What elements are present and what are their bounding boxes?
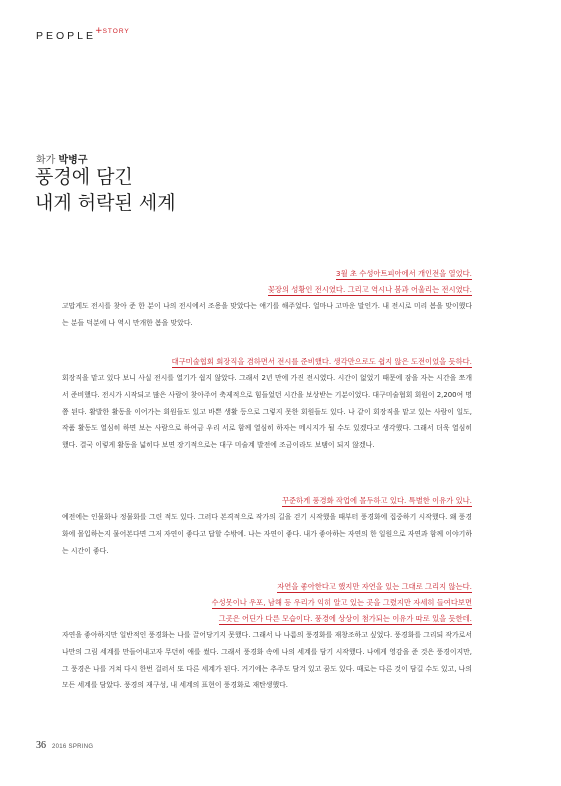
question-line: 3월 초 수성아트피아에서 개인전을 열었다. xyxy=(335,269,472,278)
question-line: 자연을 좋아한다고 했지만 자연을 있는 그대로 그리지 않는다. xyxy=(277,582,472,591)
answer-paragraph: 자연을 좋아하지만 일반적인 풍경화는 나를 끌어당기지 못했다. 그래서 나 나름의 풍경화를 재창조하고 싶었다. 풍경화를 그리되 작가로서 나만의 그림 세계를 만들어내고자 무던히 애를 썼다. 그래서 풍경화 속에 나의 세계를 담기 시작했다. 나에게 영감을 준 것은 풍경이지만, 그 풍경은 나를 거쳐 다시 한번 걸러서 또 다른 세계가 된다. 거기에는 추주도 담겨 있고 꿈도 있다. 때로는 다른 것이 담길 수도 있고, 나의 모든 세계를 담았다. 풍경의 재구성, 내 세계의 표현이 풍경화로 재탄생했다. xyxy=(62,631,472,690)
title-line-1: 풍경에 담긴 xyxy=(35,166,133,188)
section-header xyxy=(36,26,130,42)
qa-section-4 xyxy=(62,579,472,694)
question-line: 꾸준하게 풍경화 작업에 몰두하고 있다. 특별한 이유가 있나. xyxy=(281,496,472,505)
answer-paragraph: 예전에는 인물화나 정물화를 그린 적도 있다. 그러다 본격적으로 작가의 길을 걷기 시작했을 때부터 풍경화에 집중하기 시작했다. 왜 풍경화에 몰입하는지 물어본다면 그저 자연이 좋다고 답할 수밖에. 나는 자연이 좋다. 내가 좋아하는 자연의 한 일원으로 자연과 함께 이야기하는 시간이 좋다. xyxy=(62,513,472,555)
plus-mark: + xyxy=(95,26,103,36)
article-title xyxy=(35,164,176,216)
question-line: 대구미술협회 회장직을 겸하면서 전시를 준비했다. 생각만으로도 쉽지 않은 도전이었을 듯하다. xyxy=(171,357,472,366)
qa-section-3 xyxy=(62,493,472,559)
page-footer xyxy=(36,740,93,751)
byline-name: 박병구 xyxy=(58,155,88,166)
question-line: 꽃장의 성황인 전시였다. 그리고 역시나 봄과 어울리는 전시였다. xyxy=(267,285,472,294)
issue-label: 2016 SPRING xyxy=(52,744,94,750)
qa-section-2 xyxy=(62,354,472,454)
title-line-2: 내게 허락된 세계 xyxy=(35,192,176,214)
section-label: PEOPLE xyxy=(36,30,97,42)
question-line: 수성못이나 우포, 남해 등 우리가 익히 알고 있는 곳을 그렸지만 자세히 들여다보면 xyxy=(211,598,472,607)
answer-paragraph: 고맙게도 전시를 찾아 준 한 분이 나의 전시에서 조용을 맞았다는 얘기를 해주었다. 얼마나 고마운 말인가. 내 전시로 미리 봄을 맞이했다는 분들 덕분에 나 역시 만개한 봄을 맞았다. xyxy=(62,302,472,327)
subsection-label: STORY xyxy=(102,28,130,35)
answer-paragraph: 회장직을 맡고 있다 보니 사실 전시를 열기가 쉽지 않았다. 그래서 2년 만에 가진 전시였다. 시간이 없었기 때문에 잠을 자는 시간을 쪼개서 준비했다. 전시가 시작되고 많은 사람이 찾아주어 축제적으로 힘들었던 시간을 보상받는 기분이었다. 대구미술협회 회원이 2,200여 명쯤 된다. 활발한 활동을 이어가는 회원들도 있고 바쁜 생활 등으로 그렇지 못한 회원들도 있다. 나 같이 회장직을 맡고 있는 사람이 일도, 작품 활동도 열심히 하면 보는 사람으로 하여금 우리 서로 함께 열심히 하자는 메시지가 될 수도 있겠다고 생각했다. 그래서 더욱 열심히 했다. 결국 이렇게 활동을 넓히다 보면 장기적으로는 대구 미술계 발전에 조금이라도 보탬이 되지 않겠나. xyxy=(62,374,472,450)
page-number: 36 xyxy=(36,740,46,751)
qa-section-1 xyxy=(62,266,472,332)
byline-role: 화가 xyxy=(36,155,56,166)
question-line: 그곳은 어딘가 다른 모습이다. 풍경에 상상이 첨가되는 이유가 따로 있을 듯한데. xyxy=(218,614,472,623)
